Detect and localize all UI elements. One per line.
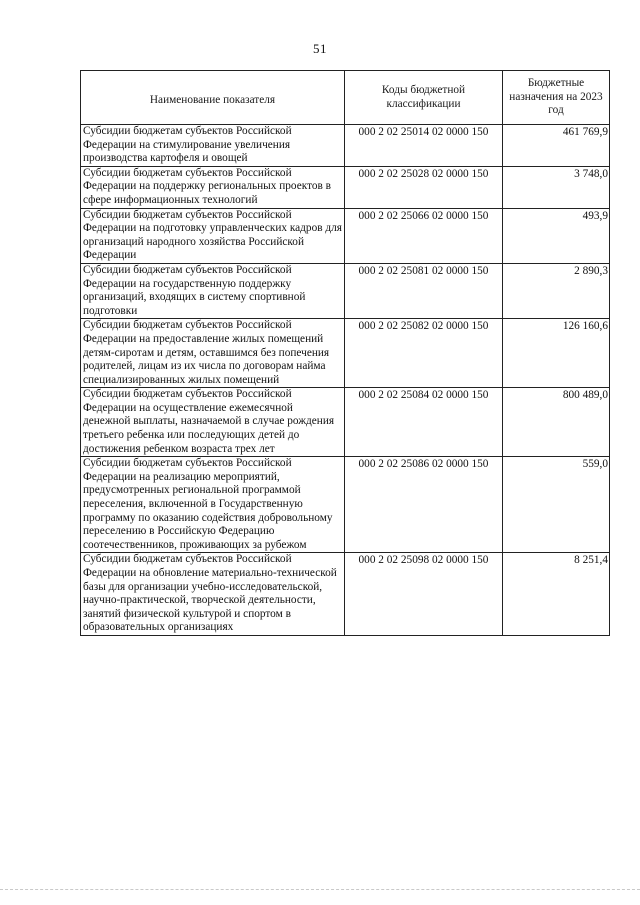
row-budget-code: 000 2 02 25098 02 0000 150	[345, 553, 503, 636]
table-row	[81, 319, 610, 388]
table-row	[81, 166, 610, 208]
row-indicator-name: Субсидии бюджетам субъектов Российской Федерации на обновление материально-технической базы для организации учебно-исследовательской, научно-практической, творческой деятельности, занятий физической культурой и спортом в образовательных организациях	[81, 553, 345, 636]
row-indicator-name: Субсидии бюджетам субъектов Российской Федерации на предоставление жилых помещений детям-сиротам и детям, оставшимся без попечения родителей, лицам из их числа по договорам найма специализированных жилых помещений	[81, 319, 345, 388]
budget-table	[80, 70, 610, 636]
row-budget-amount: 800 489,0	[503, 388, 610, 457]
table-row	[81, 263, 610, 318]
header-indicator-name: Наименование показателя	[81, 71, 345, 125]
row-budget-amount: 461 769,9	[503, 125, 610, 167]
header-budget-code: Коды бюджетной классификации	[345, 71, 503, 125]
table-row	[81, 125, 610, 167]
row-budget-code: 000 2 02 25081 02 0000 150	[345, 263, 503, 318]
row-indicator-name: Субсидии бюджетам субъектов Российской Федерации на реализацию мероприятий, предусмотренных региональной программой переселения, включенной в Государственную программу по оказанию содействия добровольному переселению в Российскую Федерацию соотечественников, проживающих за рубежом	[81, 457, 345, 553]
table-row	[81, 457, 610, 553]
row-budget-code: 000 2 02 25014 02 0000 150	[345, 125, 503, 167]
table-row	[81, 553, 610, 636]
header-budget-amount: Бюджетные назначения на 2023 год	[503, 71, 610, 125]
row-budget-amount: 2 890,3	[503, 263, 610, 318]
row-budget-code: 000 2 02 25082 02 0000 150	[345, 319, 503, 388]
row-indicator-name: Субсидии бюджетам субъектов Российской Федерации на стимулирование увеличения производства картофеля и овощей	[81, 125, 345, 167]
page-number: 51	[313, 41, 327, 56]
row-indicator-name: Субсидии бюджетам субъектов Российской Федерации на подготовку управленческих кадров для организаций народного хозяйства Российской Федерации	[81, 208, 345, 263]
row-budget-amount: 8 251,4	[503, 553, 610, 636]
row-budget-code: 000 2 02 25028 02 0000 150	[345, 166, 503, 208]
row-indicator-name: Субсидии бюджетам субъектов Российской Федерации на поддержку региональных проектов в сфере информационных технологий	[81, 166, 345, 208]
row-budget-code: 000 2 02 25084 02 0000 150	[345, 388, 503, 457]
row-indicator-name: Субсидии бюджетам субъектов Российской Федерации на государственную поддержку организаций, входящих в систему спортивной подготовки	[81, 263, 345, 318]
table-row	[81, 388, 610, 457]
row-budget-amount: 493,9	[503, 208, 610, 263]
row-budget-code: 000 2 02 25086 02 0000 150	[345, 457, 503, 553]
row-budget-amount: 126 160,6	[503, 319, 610, 388]
row-indicator-name: Субсидии бюджетам субъектов Российской Федерации на осуществление ежемесячной денежной выплаты, назначаемой в случае рождения третьего ребенка или последующих детей до достижения ребенком возраста трех лет	[81, 388, 345, 457]
table-row	[81, 208, 610, 263]
row-budget-amount: 3 748,0	[503, 166, 610, 208]
page-bottom-divider	[0, 889, 640, 890]
row-budget-code: 000 2 02 25066 02 0000 150	[345, 208, 503, 263]
table-header-row	[81, 71, 610, 125]
row-budget-amount: 559,0	[503, 457, 610, 553]
